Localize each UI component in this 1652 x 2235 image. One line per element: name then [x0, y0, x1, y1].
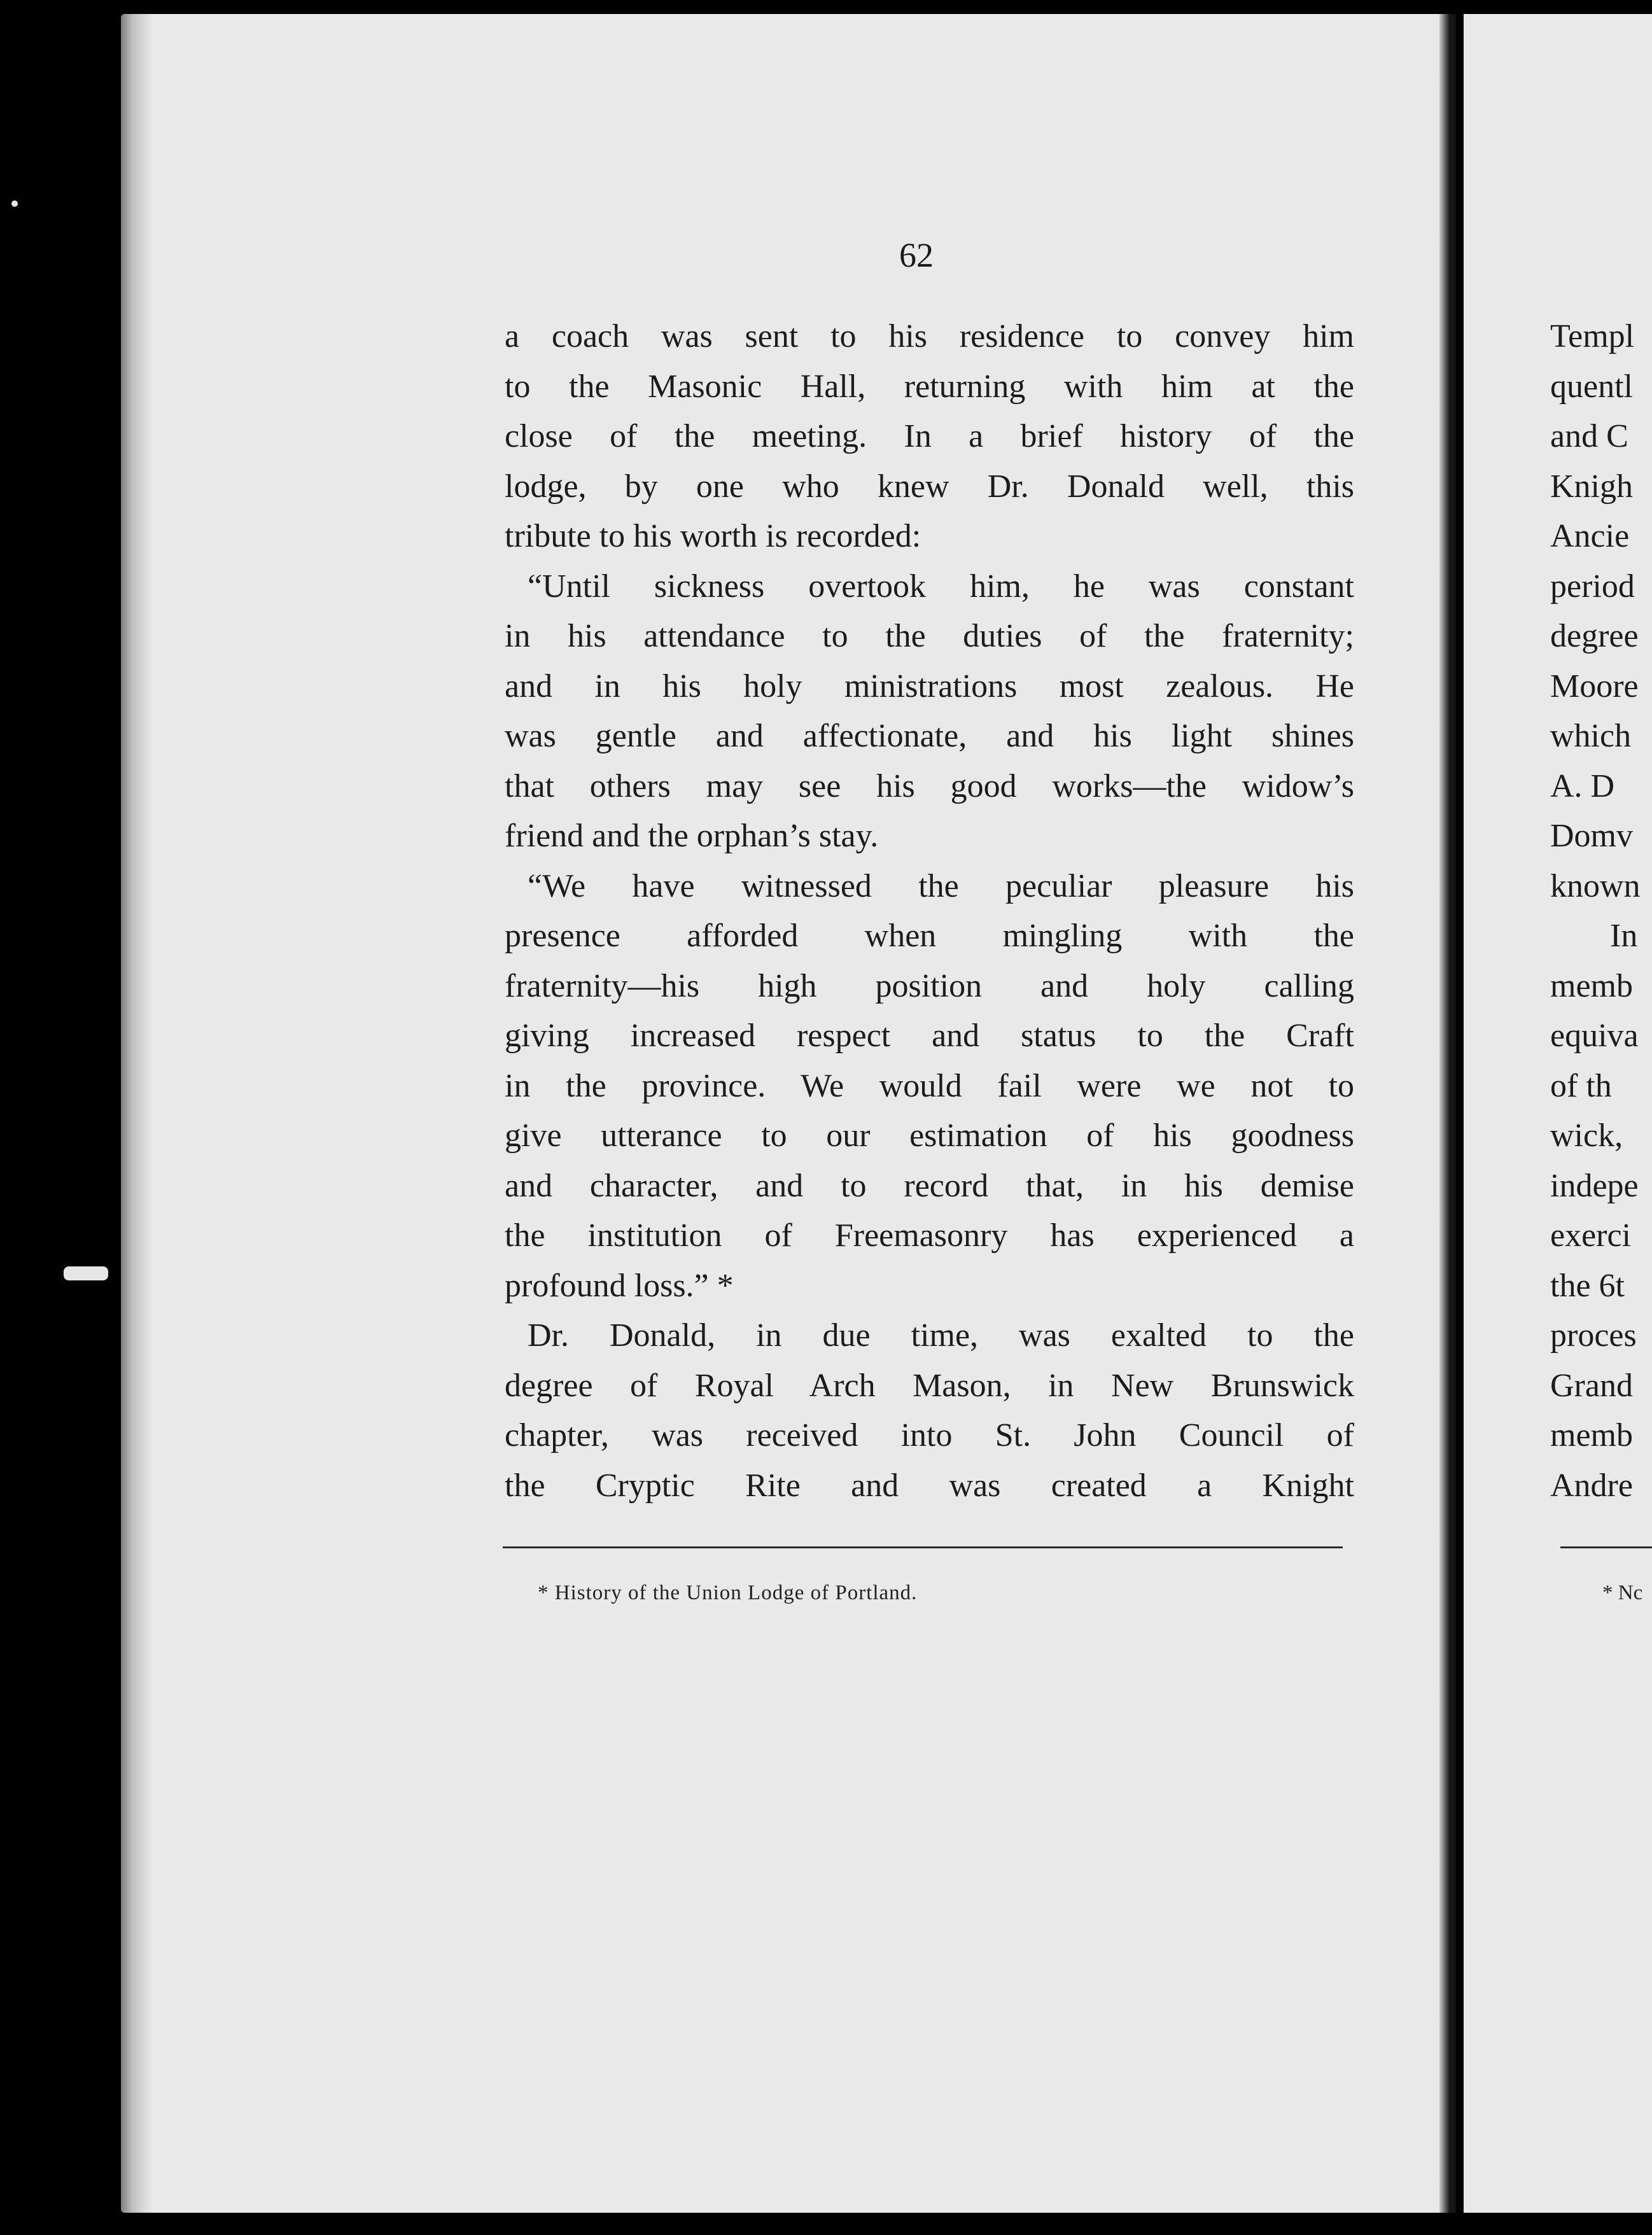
- page-number: 62: [899, 236, 934, 274]
- text-line: giving increased respect and status to the Craft: [505, 1018, 1354, 1054]
- text-line: and character, and to record that, in his demise: [505, 1167, 1354, 1204]
- text-line: and in his holy ministrations most zealous. He: [505, 668, 1354, 704]
- text-line: chapter, was received into St. John Council of: [505, 1417, 1354, 1454]
- text-line: Moore: [1550, 668, 1639, 704]
- text-line: A. D: [1550, 767, 1615, 804]
- text-line: known: [1550, 867, 1641, 904]
- text-line: indepe: [1550, 1167, 1639, 1204]
- text-line: of th: [1550, 1067, 1612, 1104]
- text-line: Domv: [1550, 818, 1633, 854]
- text-line: quentl: [1550, 368, 1633, 405]
- text-line: give utterance to our estimation of his goodness: [505, 1118, 1354, 1154]
- text-line: friend and the orphan’s stay.: [505, 818, 879, 854]
- text-line: which: [1550, 718, 1632, 754]
- text-line: Dr. Donald, in due time, was exalted to the: [528, 1317, 1354, 1354]
- scan-speck: [64, 1266, 108, 1280]
- text-line: a coach was sent to his residence to convey him: [505, 318, 1354, 354]
- text-line: presence afforded when mingling with the: [505, 918, 1354, 954]
- right-footnote: * Nc: [1602, 1581, 1643, 1604]
- text-line: equiva: [1550, 1018, 1639, 1054]
- text-line: lodge, by one who knew Dr. Donald well, this: [505, 468, 1354, 505]
- text-line: degree of Royal Arch Mason, in New Brunswick: [505, 1367, 1354, 1404]
- text-line: exerci: [1550, 1217, 1632, 1254]
- text-line: fraternity—his high position and holy calling: [505, 967, 1354, 1004]
- text-line: in the province. We would fail were we not to: [505, 1067, 1354, 1104]
- text-line: the institution of Freemasonry has experienced a: [505, 1217, 1354, 1254]
- text-line: to the Masonic Hall, returning with him at the: [505, 368, 1354, 405]
- text-line: close of the meeting. In a brief history of the: [505, 418, 1354, 454]
- text-line: proces: [1550, 1317, 1637, 1354]
- footnote-rule: [503, 1546, 1343, 1548]
- text-line: profound loss.” *: [505, 1267, 734, 1304]
- scan-speck: [11, 200, 18, 207]
- right-page-body-text: [1550, 312, 1652, 1511]
- left-page-body-text: [505, 312, 1354, 1511]
- text-line: In: [1610, 918, 1638, 954]
- text-line: the 6t: [1550, 1267, 1625, 1304]
- text-line: Knigh: [1550, 468, 1633, 505]
- text-line: memb: [1550, 967, 1633, 1004]
- text-line: memb: [1550, 1417, 1633, 1454]
- text-line: degree: [1550, 618, 1639, 654]
- text-line: that others may see his good works—the widow’s: [505, 767, 1354, 804]
- book-gutter: [1439, 14, 1456, 2213]
- text-line: Ancie: [1550, 518, 1630, 554]
- text-line: “We have witnessed the peculiar pleasure his: [528, 867, 1354, 904]
- text-line: was gentle and affectionate, and his light shines: [505, 718, 1354, 754]
- footnote: * History of the Union Lodge of Portland.: [538, 1581, 918, 1604]
- text-line: wick,: [1550, 1118, 1623, 1154]
- text-line: Templ: [1550, 318, 1635, 354]
- text-line: in his attendance to the duties of the fraternity;: [505, 618, 1354, 654]
- page-edge-shadow: [121, 14, 153, 2213]
- text-line: period: [1550, 568, 1635, 605]
- right-footnote-rule: [1560, 1546, 1652, 1548]
- text-line: tribute to his worth is recorded:: [505, 518, 921, 554]
- text-line: Andre: [1550, 1467, 1633, 1504]
- text-line: the Cryptic Rite and was created a Knight: [505, 1467, 1354, 1504]
- text-line: Grand: [1550, 1367, 1633, 1404]
- text-line: “Until sickness overtook him, he was constant: [528, 568, 1354, 605]
- text-line: and C: [1550, 418, 1628, 454]
